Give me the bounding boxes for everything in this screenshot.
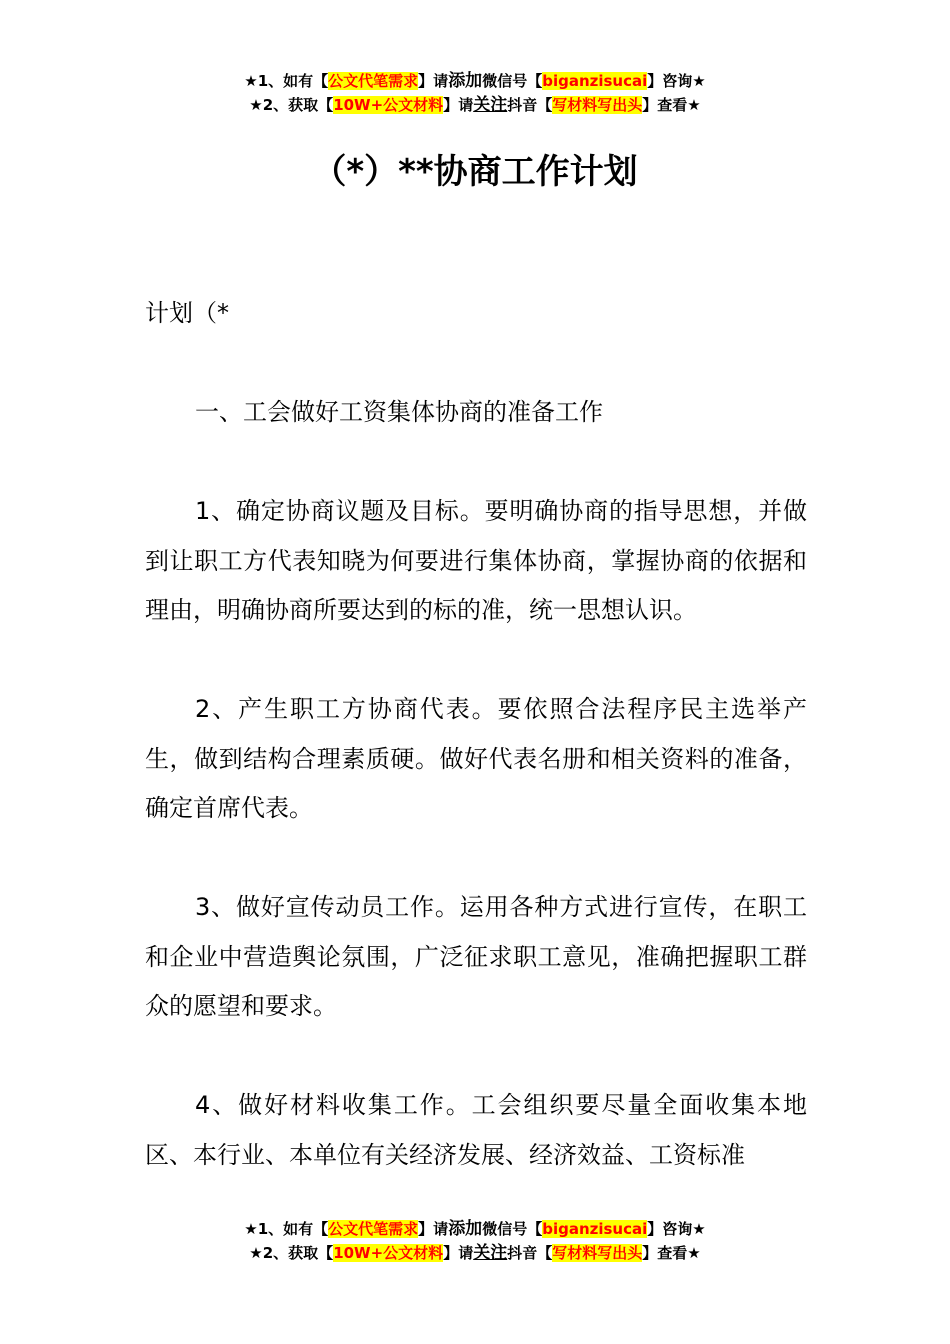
banner-text: 抖音【 xyxy=(507,96,553,114)
banner-line-2 xyxy=(0,1241,950,1265)
banner-text: 】请 xyxy=(443,96,474,114)
banner-text: 】请 xyxy=(443,1244,474,1262)
banner-text: 】查看★ xyxy=(642,1244,701,1262)
paragraph-4: 4、做好材料收集工作。工会组织要尽量全面收集本地区、本行业、本单位有关经济发展、经济效益、工资标准 xyxy=(145,1091,807,1169)
banner-line-1 xyxy=(0,69,950,93)
banner-text: 微信号【 xyxy=(482,72,543,90)
banner-text: ★2、获取【 xyxy=(249,1244,334,1262)
banner-text: ★1、如有【 xyxy=(244,1220,329,1238)
banner-text: 】请 xyxy=(418,1220,449,1238)
banner-highlight-douyin: 写材料写出头 xyxy=(552,96,643,114)
banner-emphasis: 添加 xyxy=(448,71,483,91)
banner-emphasis: 关注 xyxy=(473,95,508,115)
document-body xyxy=(145,289,807,1230)
banner-text: ★2、获取【 xyxy=(249,96,334,114)
banner-text: 】查看★ xyxy=(642,96,701,114)
banner-highlight-service: 公文代笔需求 xyxy=(328,72,419,90)
banner-text: 】请 xyxy=(418,72,449,90)
section-heading: 一、工会做好工资集体协商的准备工作 xyxy=(195,398,603,426)
paragraph-3: 3、做好宣传动员工作。运用各种方式进行宣传，在职工和企业中营造舆论氛围，广泛征求职工意见，准确把握职工群众的愿望和要求。 xyxy=(145,893,807,1020)
banner-text: 抖音【 xyxy=(507,1244,553,1262)
banner-highlight-douyin: 写材料写出头 xyxy=(552,1244,643,1262)
banner-line-2 xyxy=(0,93,950,117)
intro-line: 计划（* xyxy=(145,299,229,327)
banner-highlight-service: 公文代笔需求 xyxy=(328,1220,419,1238)
paragraph-2: 2、产生职工方协商代表。要依照合法程序民主选举产生，做到结构合理素质硬。做好代表名册和相关资料的准备，确定首席代表。 xyxy=(145,695,807,822)
banner-text: 】咨询★ xyxy=(647,1220,706,1238)
banner-highlight-materials: 10W+公文材料 xyxy=(333,1244,444,1262)
banner-text: ★1、如有【 xyxy=(244,72,329,90)
banner-highlight-wechat-id: biganzisucai xyxy=(542,72,648,90)
page-title: （*）**协商工作计划 xyxy=(312,152,638,192)
banner-text: 微信号【 xyxy=(482,1220,543,1238)
header-banner xyxy=(0,69,950,117)
banner-emphasis: 添加 xyxy=(448,1219,483,1239)
banner-emphasis: 关注 xyxy=(473,1243,508,1263)
footer-banner xyxy=(0,1217,950,1265)
banner-text: 】咨询★ xyxy=(647,72,706,90)
paragraph-1: 1、确定协商议题及目标。要明确协商的指导思想，并做到让职工方代表知晓为何要进行集体协商，掌握协商的依据和理由，明确协商所要达到的标的准，统一思想认识。 xyxy=(145,497,807,624)
banner-line-1 xyxy=(0,1217,950,1241)
banner-highlight-wechat-id: biganzisucai xyxy=(542,1220,648,1238)
banner-highlight-materials: 10W+公文材料 xyxy=(333,96,444,114)
